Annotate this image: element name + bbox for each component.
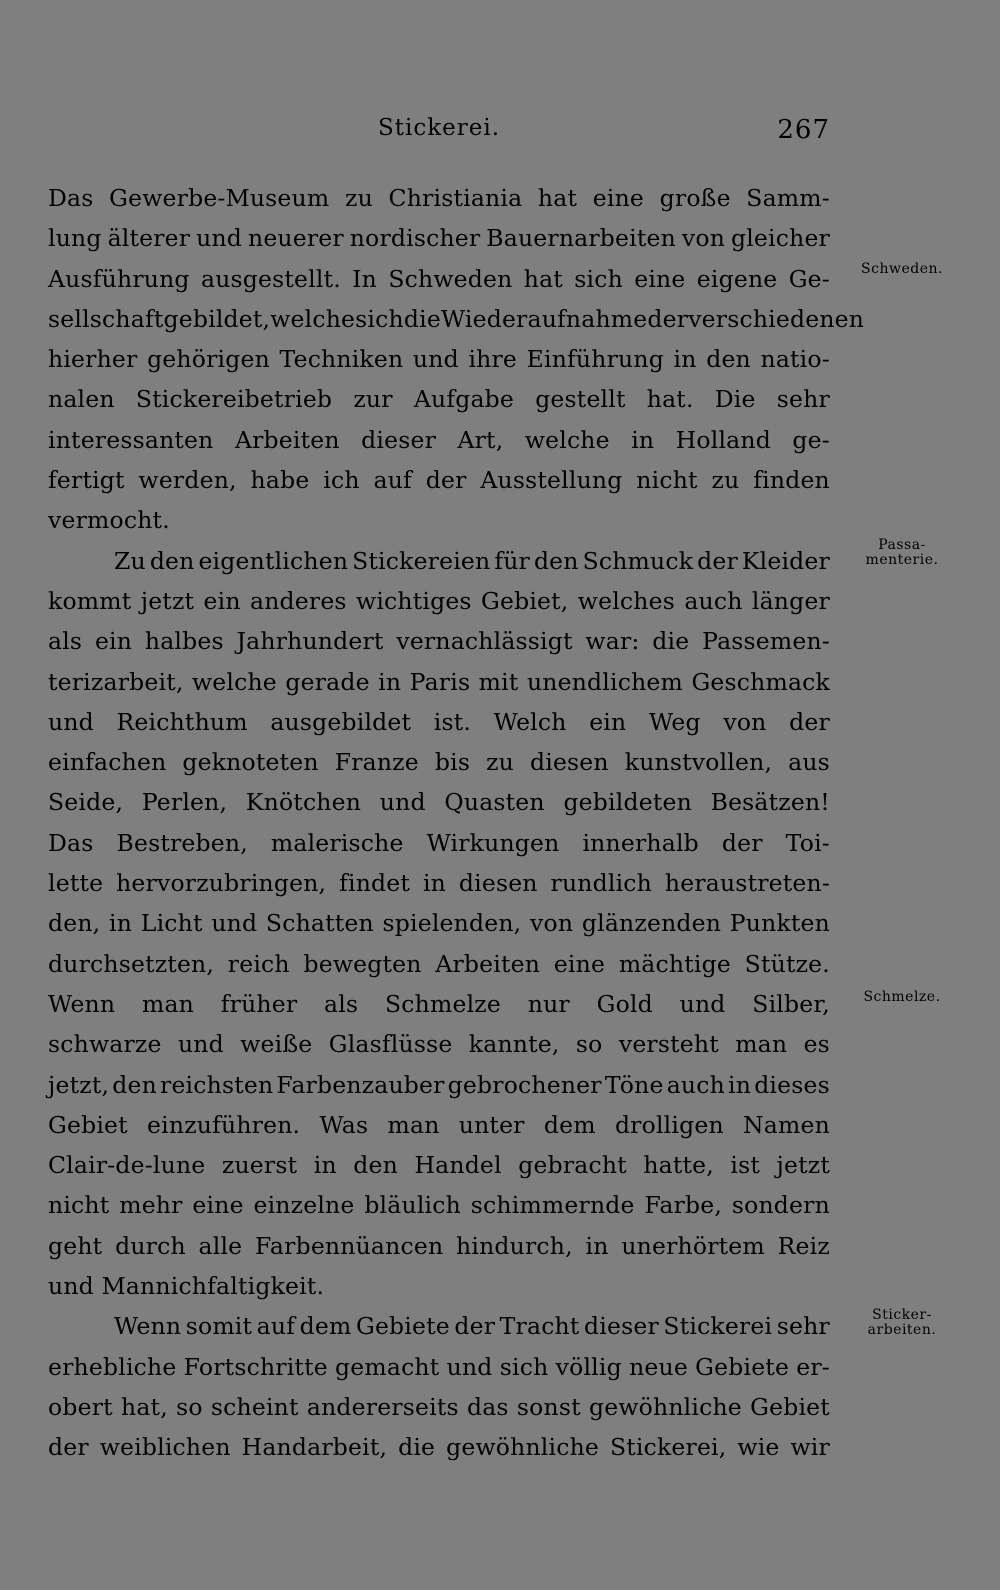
- text-line: erhebliche Fortschritte gemacht und sich völlig neue Gebiete er-: [48, 1352, 830, 1381]
- running-title: Stickerei.: [377, 115, 501, 141]
- text-line: Clair-de-lune zuerst in den Handel gebracht hatte, ist jetzt: [48, 1151, 830, 1180]
- sidenote-line: Sticker-: [872, 1307, 932, 1323]
- text-line: kommt jetzt ein anderes wichtiges Gebiet, welches auch länger: [48, 586, 830, 615]
- sidenote-line: Schmelze.: [863, 989, 941, 1005]
- sidenote-sticker-arbeiten: [848, 1308, 956, 1338]
- text-line: nalen Stickereibetrieb zur Aufgabe gestellt hat. Die sehr: [48, 385, 830, 414]
- text-line: lette hervorzubringen, findet in diesen rundlich heraustreten-: [48, 869, 830, 898]
- text-line: Wenn man früher als Schmelze nur Gold und Silber,: [48, 989, 830, 1018]
- sidenote-line: Schweden.: [861, 261, 943, 277]
- text-line: der weiblichen Handarbeit, die gewöhnliche Stickerei, wie wir: [48, 1433, 830, 1462]
- sidenote-passamenterie: [848, 538, 956, 568]
- sidenote-line: arbeiten.: [867, 1322, 937, 1338]
- text-line: durchsetzten, reich bewegten Arbeiten eine mächtige Stütze.: [48, 949, 830, 978]
- text-line: Wenn somit auf dem Gebiete der Tracht dieser Stickerei sehr: [114, 1312, 830, 1341]
- sidenote-line: menterie.: [865, 552, 939, 568]
- text-line: Das Gewerbe-Museum zu Christiania hat eine große Samm-: [48, 184, 830, 212]
- text-line: Ausführung ausgestellt. In Schweden hat sich eine eigene Ge-: [48, 264, 830, 293]
- text-line: als ein halbes Jahrhundert vernachlässigt war: die Passemen-: [48, 627, 830, 656]
- text-line: Das Bestreben, malerische Wirkungen innerhalb der Toi-: [48, 828, 830, 857]
- page-number: 267: [777, 115, 830, 145]
- text-line: fertigt werden, habe ich auf der Ausstellung nicht zu finden: [48, 466, 830, 495]
- text-line: hierher gehörigen Techniken und ihre Einführung in den natio-: [48, 345, 830, 374]
- text-line: den, in Licht und Schatten spielenden, von glänzenden Punkten: [48, 909, 830, 938]
- text-line: obert hat, so scheint andererseits das sonst gewöhnliche Gebiet: [48, 1392, 830, 1421]
- text-line: nicht mehr eine einzelne bläulich schimmernde Farbe, sondern: [48, 1191, 830, 1220]
- text-line: interessanten Arbeiten dieser Art, welche in Holland ge-: [48, 425, 830, 454]
- text-line: sellschaft gebildet, welche sich die Wiederaufnahme der verschiedenen: [48, 304, 865, 333]
- text-line: lung älterer und neuerer nordischer Bauernarbeiten von gleicher: [48, 224, 830, 253]
- body-text: [48, 178, 865, 1468]
- text-line: Zu den eigentlichen Stickereien für den Schmuck der Kleider: [114, 546, 830, 575]
- running-head: [48, 115, 830, 155]
- text-line: und Reichthum ausgebildet ist. Welch ein Weg von der: [48, 707, 830, 736]
- sidenote-schmelze: [848, 990, 956, 1005]
- text-line: Seide, Perlen, Knötchen und Quasten gebildeten Besätzen!: [48, 788, 830, 817]
- text-line: jetzt, den reichsten Farbenzauber gebrochener Töne auch in dieses: [48, 1070, 830, 1099]
- text-line: vermocht.: [48, 506, 170, 535]
- text-line: und Mannichfaltigkeit.: [48, 1272, 325, 1301]
- text-line: einfachen geknoteten Franze bis zu diesen kunstvollen, aus: [48, 748, 830, 777]
- sidenote-schweden: [848, 262, 956, 277]
- sidenote-line: Passa-: [878, 537, 926, 553]
- text-line: geht durch alle Farbennüancen hindurch, in unerhörtem Reiz: [48, 1231, 830, 1260]
- text-line: Gebiet einzuführen. Was man unter dem drolligen Namen: [48, 1110, 830, 1139]
- text-line: schwarze und weiße Glasflüsse kannte, so versteht man es: [48, 1030, 830, 1059]
- text-line: terizarbeit, welche gerade in Paris mit unendlichem Geschmack: [48, 667, 830, 696]
